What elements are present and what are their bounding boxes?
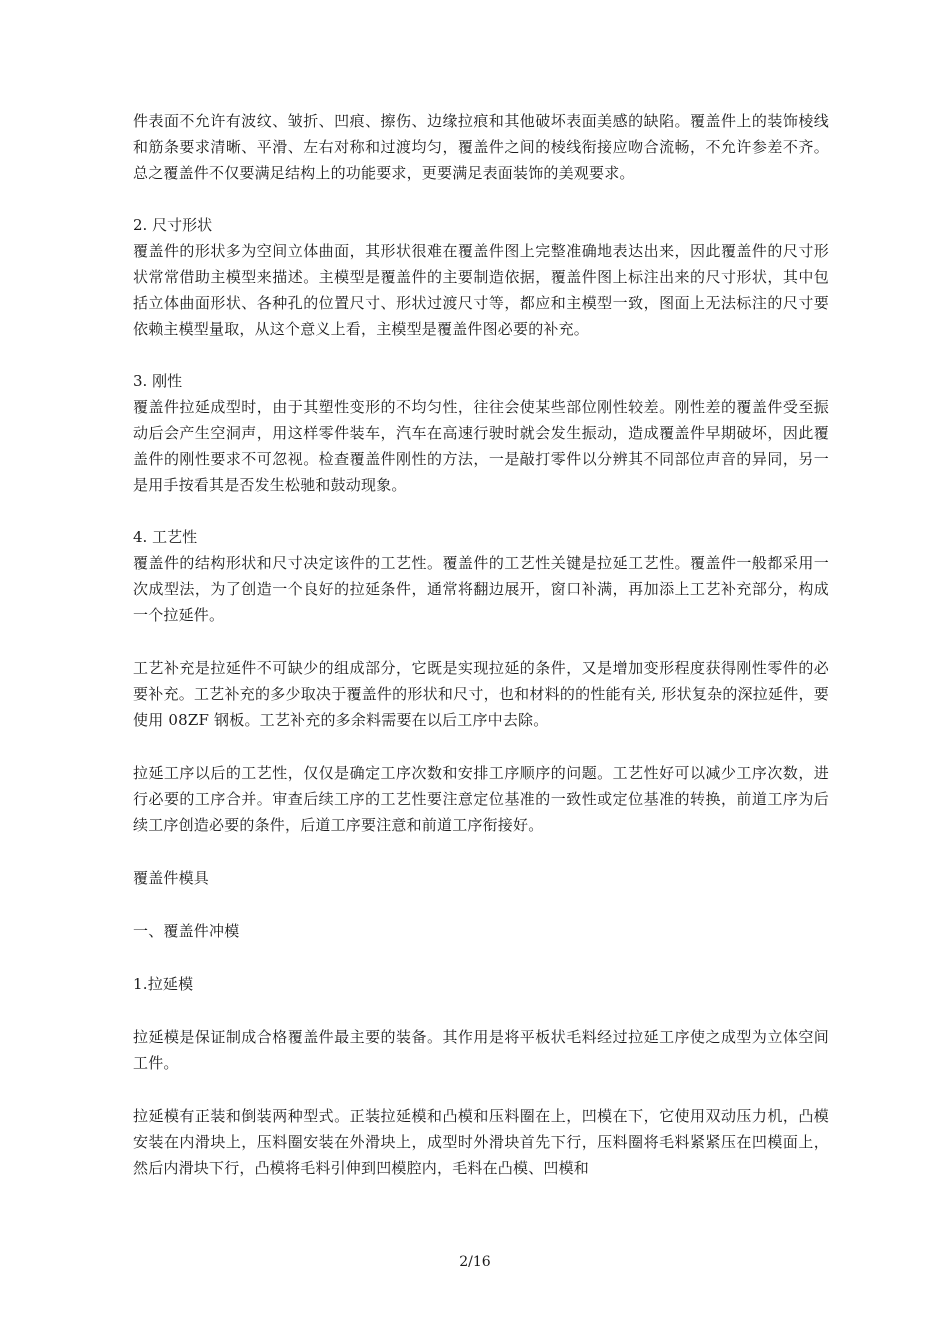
spacer [133,997,829,1024]
spacer [133,838,829,865]
spacer [133,1076,829,1103]
document-body [133,108,829,1181]
section-title-dies: 覆盖件模具 [133,869,210,887]
paragraph-dimension-shape: 覆盖件的形状多为空间立体曲面，其形状很难在覆盖件图上完整准确地表达出来，因此覆盖件的尺寸形状常常借助主模型来描述。主模型是覆盖件的主要制造依据，覆盖件图上标注出来的尺寸形状，其中包括立体曲面形状、各种孔的位置尺寸、形状过渡尺寸等，都应和主模型一致，图面上无法标注的尺寸要依赖主模型量取，从这个意义上看，主模型是覆盖件图必要的补充。 [133,242,829,338]
paragraph-drawing-die-purpose: 拉延模是保证制成合格覆盖件最主要的装备。其作用是将平板状毛料经过拉延工序使之成型为立体空间工件。 [133,1028,829,1072]
paragraph-drawing-die-types: 拉延模有正装和倒装两种型式。正装拉延模和凸模和压料圈在上，凹模在下，它使用双动压力机，凸模安装在内滑块上，压料圈安装在外滑块上，成型时外滑块首先下行，压料圈将毛料紧紧压在凹模面上，然后内滑块下行，凸模将毛料引伸到凹模腔内，毛料在凸模、凹模和 [133,1107,829,1177]
spacer [133,891,829,918]
heading-rigidity: 3. 刚性 [133,372,183,390]
spacer [133,628,829,655]
spacer [133,186,829,212]
paragraph-surface-quality: 件表面不允许有波纹、皱折、凹痕、擦伤、边缘拉痕和其他破坏表面美感的缺陷。覆盖件上的装饰棱线和筋条要求清晰、平滑、左右对称和过渡均匀，覆盖件之间的棱线衔接应吻合流畅，不允许参差不齐。总之覆盖件不仅要满足结构上的功能要求，更要满足表面装饰的美观要求。 [133,112,829,182]
spacer [133,733,829,760]
spacer [133,944,829,971]
paragraph-process-supplement: 工艺补充是拉延件不可缺少的组成部分，它既是实现拉延的条件，又是增加变形程度获得刚性零件的必要补充。工艺补充的多少取决于覆盖件的形状和尺寸，也和材料的的性能有关, 形状复杂的深拉延件，要使用 08ZF 钢板。工艺补充的多余料需要在以后工序中去除。 [133,659,829,729]
paragraph-rigidity: 覆盖件拉延成型时，由于其塑性变形的不均匀性，往往会使某些部位刚性较差。刚性差的覆盖件受至振动后会产生空洞声，用这样零件装车，汽车在高速行驶时就会发生振动，造成覆盖件早期破坏，因此覆盖件的刚性要求不可忽视。检查覆盖件刚性的方法，一是敲打零件以分辨其不同部位声音的异同，另一是用手按看其是否发生松驰和鼓动现象。 [133,398,829,494]
section-title-stamping-dies: 一、覆盖件冲模 [133,922,240,940]
spacer [133,498,829,524]
spacer [133,342,829,368]
page-number: 2/16 [459,1254,491,1270]
heading-manufacturability: 4. 工艺性 [133,528,198,546]
section-title-drawing-die: 1.拉延模 [133,975,194,993]
heading-dimension-shape: 2. 尺寸形状 [133,216,213,234]
paragraph-manufacturability: 覆盖件的结构形状和尺寸决定该件的工艺性。覆盖件的工艺性关键是拉延工艺性。覆盖件一般都采用一次成型法，为了创造一个良好的拉延条件，通常将翻边展开，窗口补满，再加添上工艺补充部分，构成一个拉延件。 [133,554,829,624]
paragraph-post-drawing: 拉延工序以后的工艺性，仅仅是确定工序次数和安排工序顺序的问题。工艺性好可以减少工序次数，进行必要的工序合并。审查后续工序的工艺性要注意定位基准的一致性或定位基准的转换，前道工序为后续工序创造必要的条件，后道工序要注意和前道工序衔接好。 [133,764,829,834]
